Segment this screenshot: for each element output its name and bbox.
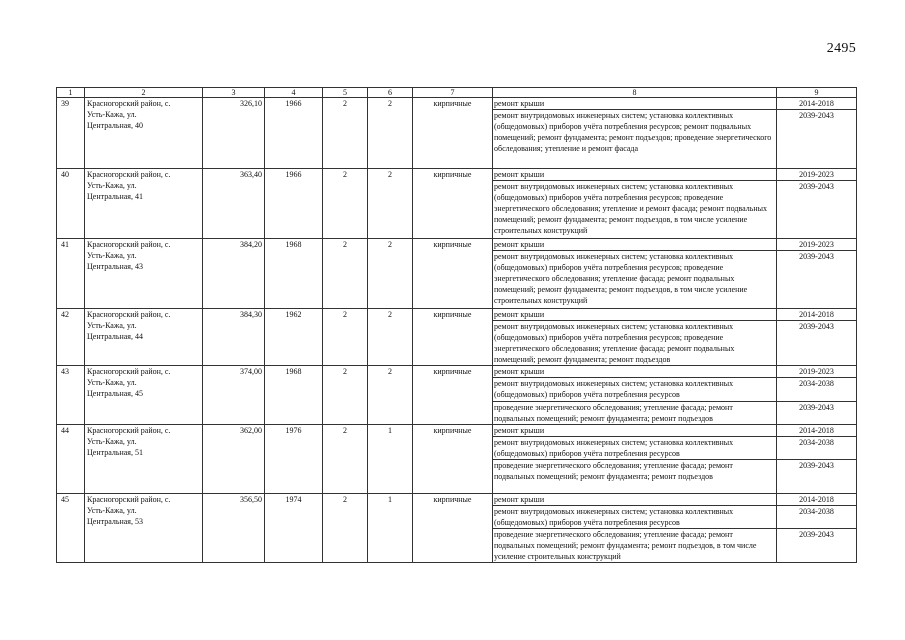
- period-cell: 2034-2038: [777, 378, 857, 402]
- floors-cell: 2: [323, 494, 368, 563]
- entrances-cell: 1: [368, 425, 413, 494]
- address-cell: Красногорский район, с. Усть-Кажа, ул. Центральная, 53: [85, 494, 203, 563]
- floors-cell: 2: [323, 169, 368, 239]
- area-cell: 362,00: [203, 425, 265, 494]
- column-number: 5: [323, 88, 368, 98]
- entrances-cell: 2: [368, 309, 413, 366]
- area-cell: 374,00: [203, 366, 265, 425]
- work-type-cell: ремонт внутридомовых инженерных систем; установка коллективных (общедомовых) приборов учёта потребления ресурсов; проведение энергетического обследования; утепление фасада; ремонт подвальных помещений; ремонт фундамента; ремонт подъездов, в том числе усиление строительных конструкций: [493, 251, 777, 309]
- work-type-cell: ремонт внутридомовых инженерных систем; установка коллективных (общедомовых) приборов учёта потребления ресурсов: [493, 378, 777, 402]
- work-type-cell: проведение энергетического обследования; утепление фасада; ремонт подвальных помещений; ремонт фундамента; ремонт подъездов, в том числе усиление строительных конструкций: [493, 529, 777, 563]
- material-cell: кирпичные: [413, 494, 493, 563]
- year-cell: 1966: [265, 98, 323, 169]
- period-cell: 2019-2023: [777, 366, 857, 378]
- column-number: 7: [413, 88, 493, 98]
- floors-cell: 2: [323, 366, 368, 425]
- period-cell: 2014-2018: [777, 494, 857, 506]
- area-cell: 384,30: [203, 309, 265, 366]
- work-type-cell: ремонт внутридомовых инженерных систем; установка коллективных (общедомовых) приборов учёта потребления ресурсов; проведение энергетического обследования; утепление фасада; ремонт подвальных помещений; ремонт фундамента; ремонт подъездов: [493, 321, 777, 366]
- capital-repair-table: [56, 87, 857, 563]
- material-cell: кирпичные: [413, 239, 493, 309]
- period-cell: 2014-2018: [777, 309, 857, 321]
- work-type-cell: ремонт крыши: [493, 98, 777, 110]
- entrances-cell: 2: [368, 366, 413, 425]
- floors-cell: 2: [323, 239, 368, 309]
- material-cell: кирпичные: [413, 98, 493, 169]
- table-row: [57, 366, 857, 378]
- period-cell: 2039-2043: [777, 460, 857, 494]
- year-cell: 1974: [265, 494, 323, 563]
- period-cell: 2034-2038: [777, 506, 857, 529]
- table-body: [57, 88, 857, 563]
- row-number: 40: [57, 169, 85, 239]
- table-row: [57, 169, 857, 181]
- floors-cell: 2: [323, 98, 368, 169]
- period-cell: 2039-2043: [777, 529, 857, 563]
- floors-cell: 2: [323, 425, 368, 494]
- work-type-cell: ремонт крыши: [493, 366, 777, 378]
- row-number: 43: [57, 366, 85, 425]
- material-cell: кирпичные: [413, 309, 493, 366]
- period-cell: 2034-2038: [777, 437, 857, 460]
- column-number: 4: [265, 88, 323, 98]
- year-cell: 1962: [265, 309, 323, 366]
- row-number: 42: [57, 309, 85, 366]
- period-cell: 2014-2018: [777, 425, 857, 437]
- area-cell: 356,50: [203, 494, 265, 563]
- material-cell: кирпичные: [413, 169, 493, 239]
- work-type-cell: ремонт крыши: [493, 239, 777, 251]
- work-type-cell: ремонт крыши: [493, 494, 777, 506]
- period-cell: 2039-2043: [777, 402, 857, 425]
- period-cell: 2039-2043: [777, 321, 857, 366]
- column-number: 6: [368, 88, 413, 98]
- area-cell: 326,10: [203, 98, 265, 169]
- work-type-cell: ремонт крыши: [493, 309, 777, 321]
- row-number: 39: [57, 98, 85, 169]
- address-cell: Красногорский район, с. Усть-Кажа, ул. Центральная, 44: [85, 309, 203, 366]
- year-cell: 1968: [265, 366, 323, 425]
- work-type-cell: ремонт крыши: [493, 425, 777, 437]
- period-cell: 2019-2023: [777, 239, 857, 251]
- column-number: 1: [57, 88, 85, 98]
- period-cell: 2019-2023: [777, 169, 857, 181]
- column-number: 3: [203, 88, 265, 98]
- work-type-cell: ремонт внутридомовых инженерных систем; установка коллективных (общедомовых) приборов учёта потребления ресурсов: [493, 437, 777, 460]
- table-row: [57, 239, 857, 251]
- area-cell: 363,40: [203, 169, 265, 239]
- table-row: [57, 309, 857, 321]
- address-cell: Красногорский район, с. Усть-Кажа, ул. Центральная, 51: [85, 425, 203, 494]
- address-cell: Красногорский район, с. Усть-Кажа, ул. Центральная, 40: [85, 98, 203, 169]
- material-cell: кирпичные: [413, 366, 493, 425]
- floors-cell: 2: [323, 309, 368, 366]
- year-cell: 1966: [265, 169, 323, 239]
- work-type-cell: проведение энергетического обследования; утепление фасада; ремонт подвальных помещений; ремонт фундамента; ремонт подъездов: [493, 402, 777, 425]
- entrances-cell: 2: [368, 239, 413, 309]
- row-number: 44: [57, 425, 85, 494]
- entrances-cell: 2: [368, 169, 413, 239]
- row-number: 45: [57, 494, 85, 563]
- row-number: 41: [57, 239, 85, 309]
- material-cell: кирпичные: [413, 425, 493, 494]
- work-type-cell: проведение энергетического обследования; утепление фасада; ремонт подвальных помещений; ремонт фундамента; ремонт подъездов: [493, 460, 777, 494]
- table-row: [57, 98, 857, 110]
- work-type-cell: ремонт внутридомовых инженерных систем; установка коллективных (общедомовых) приборов учёта потребления ресурсов: [493, 506, 777, 529]
- period-cell: 2039-2043: [777, 110, 857, 169]
- page-number: 2495: [826, 41, 856, 56]
- period-cell: 2039-2043: [777, 251, 857, 309]
- year-cell: 1968: [265, 239, 323, 309]
- column-number-row: [57, 88, 857, 98]
- table-row: [57, 494, 857, 506]
- year-cell: 1976: [265, 425, 323, 494]
- period-cell: 2014-2018: [777, 98, 857, 110]
- column-number: 9: [777, 88, 857, 98]
- column-number: 8: [493, 88, 777, 98]
- entrances-cell: 2: [368, 98, 413, 169]
- address-cell: Красногорский район, с. Усть-Кажа, ул. Центральная, 43: [85, 239, 203, 309]
- entrances-cell: 1: [368, 494, 413, 563]
- table-row: [57, 425, 857, 437]
- address-cell: Красногорский район, с. Усть-Кажа, ул. Центральная, 45: [85, 366, 203, 425]
- address-cell: Красногорский район, с. Усть-Кажа, ул. Центральная, 41: [85, 169, 203, 239]
- column-number: 2: [85, 88, 203, 98]
- area-cell: 384,20: [203, 239, 265, 309]
- work-type-cell: ремонт внутридомовых инженерных систем; установка коллективных (общедомовых) приборов учёта потребления ресурсов; ремонт подвальных помещений; ремонт фундамента; ремонт подъездов; проведение энергетического обследования; утепление и ремонт фасада: [493, 110, 777, 169]
- work-type-cell: ремонт внутридомовых инженерных систем; установка коллективных (общедомовых) приборов учёта потребления ресурсов; проведение энергетического обследования; утепление и ремонт фасада; ремонт подвальных помещений; ремонт фундамента; ремонт подъездов, в том числе усиление строительных конструкций: [493, 181, 777, 239]
- period-cell: 2039-2043: [777, 181, 857, 239]
- work-type-cell: ремонт крыши: [493, 169, 777, 181]
